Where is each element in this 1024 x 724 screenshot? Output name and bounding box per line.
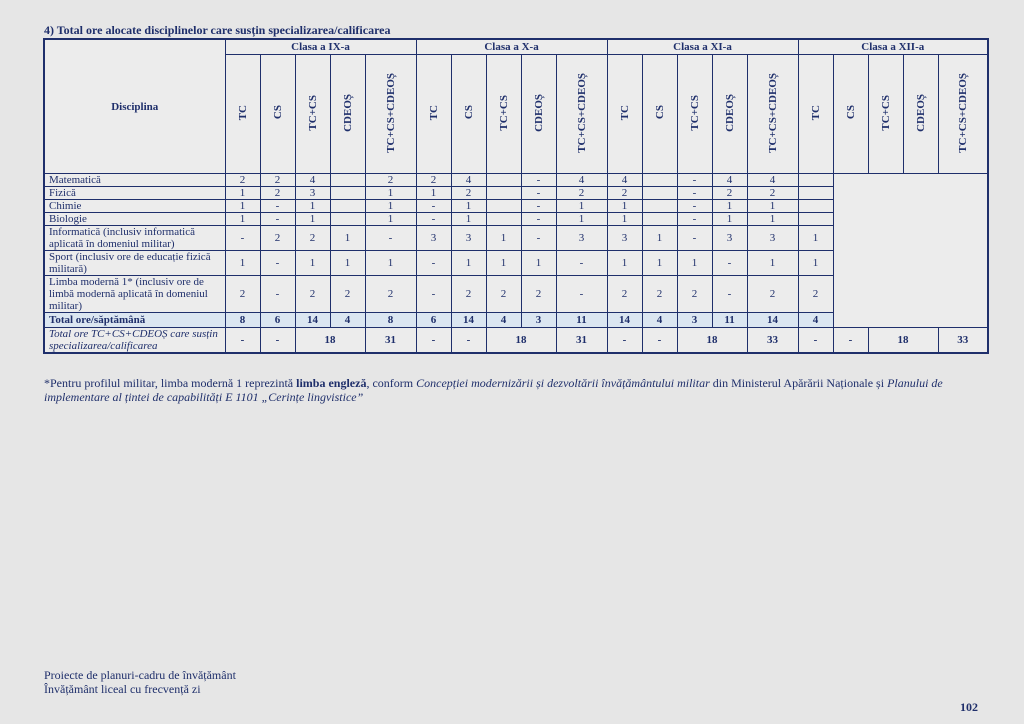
discipline-name: Biologie [44, 213, 225, 226]
hours-cell: 2 [521, 276, 556, 313]
discipline-name: Sport (inclusiv ore de educație fizică militară) [44, 251, 225, 276]
support-total-label: Total ore TC+CS+CDEOȘ care susțin specializarea/calificarea [44, 328, 225, 354]
hours-cell [330, 187, 365, 200]
hours-cell: 14 [607, 313, 642, 328]
sub-header-cs [260, 55, 295, 174]
hours-cell: 2 [225, 174, 260, 187]
hours-cell: 1 [747, 200, 798, 213]
hours-cell [798, 187, 833, 200]
hours-cell: 4 [607, 174, 642, 187]
sub-header-label: CDEOȘ [532, 93, 545, 132]
hours-cell: 1 [225, 213, 260, 226]
hours-cell: 1 [451, 213, 486, 226]
table-row [44, 276, 988, 313]
hours-cell: 2 [225, 276, 260, 313]
hours-cell: 1 [225, 187, 260, 200]
total-column-label: TC+CS+CDEOȘ [956, 72, 969, 153]
hours-cell: 14 [451, 313, 486, 328]
hours-cell: 1 [416, 187, 451, 200]
total-column-label: TC+CS+CDEOȘ [766, 72, 779, 153]
sub-header-label: CS [844, 105, 857, 120]
hours-cell: 2 [712, 187, 747, 200]
support-total-cell: - [833, 328, 868, 354]
hours-cell [642, 200, 677, 213]
sub-header-cdeo- [330, 55, 365, 174]
hours-cell: - [521, 213, 556, 226]
support-total-cell: 18 [677, 328, 747, 354]
footnote-bold: limba engleză [296, 376, 367, 390]
hours-cell [642, 213, 677, 226]
hours-cell: 3 [677, 313, 712, 328]
hours-cell: - [416, 213, 451, 226]
hours-cell: - [521, 200, 556, 213]
class-header-xii: Clasa a XII-a [798, 39, 988, 55]
hours-cell: 1 [225, 200, 260, 213]
hours-cell: 1 [642, 226, 677, 251]
hours-cell: 3 [556, 226, 607, 251]
hours-cell: 2 [607, 187, 642, 200]
hours-cell: 2 [798, 276, 833, 313]
hours-cell: - [521, 174, 556, 187]
hours-cell: 1 [365, 187, 416, 200]
total-column-header [747, 55, 798, 174]
hours-cell [798, 200, 833, 213]
hours-cell [330, 213, 365, 226]
sub-header-tc [225, 55, 260, 174]
hours-cell: - [225, 226, 260, 251]
hours-cell [642, 187, 677, 200]
hours-cell: - [260, 200, 295, 213]
footnote [44, 376, 988, 404]
hours-cell: 2 [486, 276, 521, 313]
hours-cell: 4 [798, 313, 833, 328]
hours-cell: 6 [416, 313, 451, 328]
hours-cell: 3 [451, 226, 486, 251]
sub-header-cs [833, 55, 868, 174]
hours-cell: 8 [225, 313, 260, 328]
support-total-cell: 18 [295, 328, 365, 354]
hours-cell: - [365, 226, 416, 251]
support-total-cell: - [225, 328, 260, 354]
hours-cell [486, 174, 521, 187]
sub-header-tc-cs [486, 55, 521, 174]
sub-header-cs [451, 55, 486, 174]
hours-cell: 3 [747, 226, 798, 251]
hours-cell: 1 [365, 251, 416, 276]
hours-cell: 2 [607, 276, 642, 313]
support-total-row [44, 328, 988, 354]
hours-cell: - [677, 200, 712, 213]
sub-header-label: TC [427, 104, 440, 121]
hours-cell: 1 [365, 213, 416, 226]
hours-cell: 3 [607, 226, 642, 251]
hours-cell: - [521, 187, 556, 200]
hours-cell: 11 [556, 313, 607, 328]
hours-cell: 1 [225, 251, 260, 276]
sub-header-label: TC+CS [306, 94, 319, 131]
hours-cell: 1 [712, 213, 747, 226]
hours-cell: 1 [295, 200, 330, 213]
support-total-cell: 18 [868, 328, 938, 354]
discipline-header: Disciplina [44, 39, 225, 174]
footer-line-1: Proiecte de planuri-cadru de învățământ [44, 668, 236, 682]
hours-cell: 2 [260, 226, 295, 251]
hours-cell: 4 [747, 174, 798, 187]
hours-cell: - [260, 213, 295, 226]
footnote-text: *Pentru profilul militar, limba modernă 1 reprezintă [44, 376, 297, 390]
hours-cell: - [712, 276, 747, 313]
table-row [44, 213, 988, 226]
sub-header-tc [416, 55, 451, 174]
hours-cell [330, 200, 365, 213]
hours-cell: 3 [416, 226, 451, 251]
hours-cell: 1 [798, 226, 833, 251]
sub-header-label: CS [462, 105, 475, 120]
support-total-cell: - [798, 328, 833, 354]
hours-cell: - [416, 276, 451, 313]
hours-cell: 2 [260, 187, 295, 200]
hours-cell: 3 [521, 313, 556, 328]
discipline-name: Total ore/săptămână [44, 313, 225, 328]
sub-header-tc [798, 55, 833, 174]
hours-cell: 1 [295, 213, 330, 226]
sub-header-cdeo- [903, 55, 938, 174]
hours-cell: - [521, 226, 556, 251]
support-total-cell: - [607, 328, 642, 354]
sub-header-cdeo- [712, 55, 747, 174]
table-row [44, 226, 988, 251]
hours-cell: 1 [607, 200, 642, 213]
weekly-total-row [44, 313, 988, 328]
support-total-sum: 33 [747, 328, 798, 354]
hours-cell: 2 [295, 226, 330, 251]
hours-cell: 1 [747, 251, 798, 276]
hours-cell: - [416, 200, 451, 213]
page-footer [44, 668, 236, 696]
hours-cell: 2 [416, 174, 451, 187]
hours-cell [798, 174, 833, 187]
section-title: 4) Total ore alocate disciplinelor care susțin specializarea/calificarea [44, 23, 391, 37]
hours-cell: 3 [712, 226, 747, 251]
hours-cell: 1 [642, 251, 677, 276]
hours-cell: 1 [607, 251, 642, 276]
hours-cell [486, 213, 521, 226]
discipline-name: Informatică (inclusiv informatică aplicată în domeniul militar) [44, 226, 225, 251]
hours-cell: 1 [330, 251, 365, 276]
hours-cell: - [260, 251, 295, 276]
hours-cell: 1 [451, 200, 486, 213]
hours-cell: 3 [295, 187, 330, 200]
hours-cell: - [677, 187, 712, 200]
hours-cell [486, 200, 521, 213]
support-total-cell: - [260, 328, 295, 354]
hours-cell: 1 [747, 213, 798, 226]
sub-header-label: TC [618, 104, 631, 121]
sub-header-label: TC+CS [497, 94, 510, 131]
sub-header-label: CDEOȘ [914, 93, 927, 132]
support-total-cell: 18 [486, 328, 556, 354]
hours-cell: 4 [295, 174, 330, 187]
hours-cell: - [556, 276, 607, 313]
hours-cell: 2 [451, 187, 486, 200]
hours-cell: 2 [747, 187, 798, 200]
sub-header-tc-cs [868, 55, 903, 174]
hours-cell: 14 [747, 313, 798, 328]
sub-header-label: CS [271, 105, 284, 120]
hours-cell: 1 [486, 251, 521, 276]
sub-header-cdeo- [521, 55, 556, 174]
discipline-name: Fizică [44, 187, 225, 200]
hours-cell: 4 [486, 313, 521, 328]
hours-cell: - [677, 226, 712, 251]
sub-header-tc [607, 55, 642, 174]
sub-header-label: CDEOȘ [723, 93, 736, 132]
table-row [44, 174, 988, 187]
support-total-sum: 31 [556, 328, 607, 354]
sub-header-label: TC [809, 104, 822, 121]
footer-line-2: Învățământ liceal cu frecvență zi [44, 682, 201, 696]
table-body [44, 174, 988, 354]
sub-header-label: TC [236, 104, 249, 121]
footnote-italic-1: Concepției modernizării și dezvoltării învățământului militar [416, 376, 710, 390]
hours-cell: - [677, 213, 712, 226]
hours-cell: 6 [260, 313, 295, 328]
discipline-name: Matematică [44, 174, 225, 187]
support-total-sum: 33 [938, 328, 988, 354]
hours-cell: 4 [451, 174, 486, 187]
hours-cell: 1 [712, 200, 747, 213]
hours-cell: 4 [712, 174, 747, 187]
class-header-ix: Clasa a IX-a [225, 39, 416, 55]
support-total-sum: 31 [365, 328, 416, 354]
hours-cell: 2 [451, 276, 486, 313]
hours-cell: 1 [295, 251, 330, 276]
hours-cell: 2 [747, 276, 798, 313]
sub-header-label: TC+CS [879, 94, 892, 131]
table-row [44, 200, 988, 213]
hours-cell: 2 [642, 276, 677, 313]
hours-cell: 8 [365, 313, 416, 328]
total-column-header [365, 55, 416, 174]
total-column-header [556, 55, 607, 174]
hours-cell: 2 [260, 174, 295, 187]
hours-cell: 14 [295, 313, 330, 328]
class-header-x: Clasa a X-a [416, 39, 607, 55]
hours-cell: 4 [556, 174, 607, 187]
hours-cell: 2 [330, 276, 365, 313]
hours-cell: 1 [521, 251, 556, 276]
sub-header-label: CS [653, 105, 666, 120]
hours-cell: 1 [556, 213, 607, 226]
sub-header-cs [642, 55, 677, 174]
hours-cell: 1 [365, 200, 416, 213]
hours-cell: - [677, 174, 712, 187]
class-header-row [44, 39, 988, 55]
hours-cell: - [260, 276, 295, 313]
page-number: 102 [960, 700, 978, 714]
hours-cell: 2 [556, 187, 607, 200]
discipline-name: Limba modernă 1* (inclusiv ore de limbă modernă aplicată în domeniul militar) [44, 276, 225, 313]
sub-header-label: TC+CS [688, 94, 701, 131]
hours-cell: 2 [365, 174, 416, 187]
hours-cell: 2 [365, 276, 416, 313]
hours-cell: - [556, 251, 607, 276]
hours-cell [798, 213, 833, 226]
hours-cell: 1 [451, 251, 486, 276]
footnote-italic-2: Planului de implementare al țintei de capabilități E 1101 „Cerințe lingvistice” [44, 376, 943, 404]
footnote-text-3: din Ministerul Apărării Naționale și [709, 376, 888, 390]
hours-cell [330, 174, 365, 187]
hours-cell: 4 [642, 313, 677, 328]
curriculum-table [43, 38, 989, 354]
hours-cell: 1 [798, 251, 833, 276]
total-column-label: TC+CS+CDEOȘ [384, 72, 397, 153]
hours-cell: 11 [712, 313, 747, 328]
sub-header-tc-cs [295, 55, 330, 174]
total-column-header [938, 55, 988, 174]
hours-cell [486, 187, 521, 200]
hours-cell: - [712, 251, 747, 276]
hours-cell: 2 [295, 276, 330, 313]
hours-cell [642, 174, 677, 187]
hours-cell: 4 [330, 313, 365, 328]
support-total-cell: - [451, 328, 486, 354]
support-total-cell: - [642, 328, 677, 354]
total-column-label: TC+CS+CDEOȘ [575, 72, 588, 153]
discipline-name: Chimie [44, 200, 225, 213]
table-row [44, 251, 988, 276]
hours-cell: 1 [330, 226, 365, 251]
support-total-cell: - [416, 328, 451, 354]
footnote-text-2: , conform [366, 376, 417, 390]
hours-cell: 1 [607, 213, 642, 226]
sub-header-label: CDEOȘ [341, 93, 354, 132]
class-header-xi: Clasa a XI-a [607, 39, 798, 55]
table-row [44, 187, 988, 200]
sub-header-tc-cs [677, 55, 712, 174]
hours-cell: 1 [677, 251, 712, 276]
hours-cell: 1 [486, 226, 521, 251]
hours-cell: 1 [556, 200, 607, 213]
hours-cell: 2 [677, 276, 712, 313]
hours-cell: - [416, 251, 451, 276]
